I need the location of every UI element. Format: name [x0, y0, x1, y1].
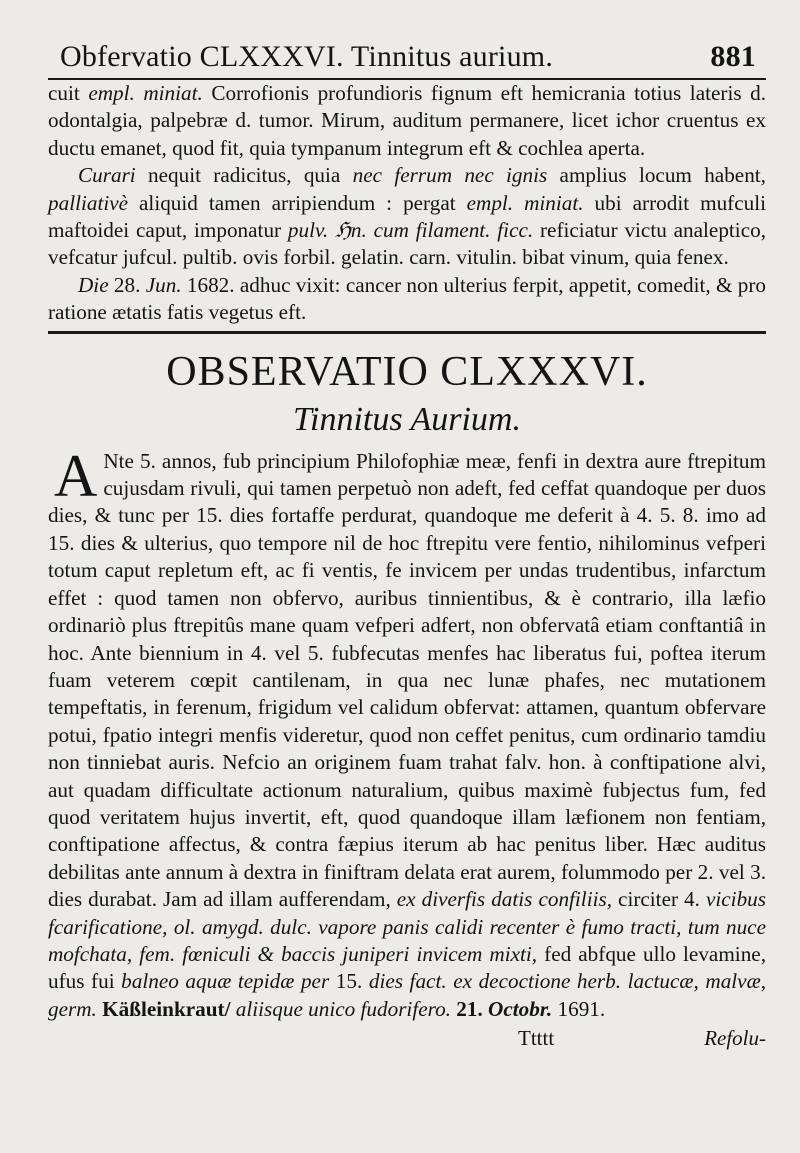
observation-text [48, 442, 767, 1024]
paragraph-2: Curari nequit radicitus, quia nec ferrum nec ignis amplius locum habent, palliativè aliquid tamen arripiendum : pergat empl. miniat. ubi arrodit mufculi maftoidei caput, imponatur pulv. ℌn. cum filament. ficc. reficiatur victu analeptico, vefcatur jufcul. pultib. ovis forbil. gelatin. carn. vitulin. bibat vinum, quia fenex. [48, 163, 767, 270]
page-number: 881 [710, 40, 756, 73]
page-footer [48, 1025, 766, 1051]
section-subtitle: Tinnitus Aurium. [293, 400, 521, 438]
section-rule [48, 331, 766, 334]
main-paragraph: A Nte 5. annos, fub principium Philofophiæ meæ, fenfi in dextra aure ftrepitum cujusdam rivuli, qui tamen perpetuò non adeft, fed ceffat quandoque per duos dies, & tunc per 15. dies fortaffe perdurat, quandoque me deferit à 4. 5. 8. imo ad 15. dies & ulterius, quo tempore nil de hoc ftrepitu vere fentio, nihilominus vefperi totum caput repletum eft, ac fi ventis, fe invicem per undas trudentibus, infarctum effet : quod tamen non obfervo, auribus tinnientibus, & è contrario, illa læfio ordinariò plus ftrepitûs mane quam vefperi adfert, non obfervatâ etiam conftantiâ in hoc. Ante biennium in 4. vel 5. fubfecutas menfes hac liberatus fui, poftea iterum fuam veterem cœpit cantilenam, in qua nec lunæ phafes, nec mutationem tempeftatis, in ferenum, frigidum vel calidum obfervat: attamen, quantum obfervare potui, fpatio integri menfis videretur, quod non ceffet penitus, cum ordinario tamdiu non tinniebat auris. Nefcio an originem fuam trahat falv. hon. à conftipatione alvi, aut quadam difficultate actionum naturalium, quibus maximè fubjectus fum, fed quod veritatem hujus invertit, eft, quod quandoque illam læfionem non fentiam, conftipatione affectus, & contra fæpius iterum ab hac penitus liber. Hæc auditus debilitas ante annum à dextra in finiftram delata erat aurem, folummodo per 2. vel 3. dies durabat. Jam ad illam aufferendam, ex diverfis datis confiliis, circiter 4. vicibus fcarificatione, ol. amygd. dulc. vapore panis calidi recenter è fumo tracti, tum nuce mofchata, fem. fœniculi & baccis juniperi invicem mixti, fed abfque ullo levamine, ufus fui balneo aquæ tepidæ per 15. dies fact. ex decoctione herb. lactucæ, malvæ, germ. Käßleinkraut/ aliisque unico fudorifero. 21. Octobr. 1691. [48, 442, 767, 1021]
previous-observation-text [48, 80, 766, 327]
running-title: Obfervatio CLXXXVI. Tinnitus aurium. [60, 40, 554, 73]
drop-cap: A [54, 442, 98, 509]
section-title: OBSERVATIO CLXXXVI. [166, 348, 648, 395]
paragraph-3: Die 28. Jun. 1682. adhuc vixit: cancer non ulterius ferpit, appetit, comedit, & pro ratione ætatis fatis vegetus eft. [48, 272, 766, 325]
paragraph-1: cuit empl. miniat. Corrofionis profundioris fignum eft hemicrania totius lateris d. odontalgia, palpebræ d. tumor. Mirum, auditum permanere, licet ichor cruentus ex ductu emanet, quod fit, quia tympanum integrum eft & cochlea aperta. [48, 81, 767, 160]
running-head [48, 40, 766, 74]
signature-mark: Ttttt [518, 1026, 555, 1051]
catchword: Refolu- [704, 1026, 766, 1051]
